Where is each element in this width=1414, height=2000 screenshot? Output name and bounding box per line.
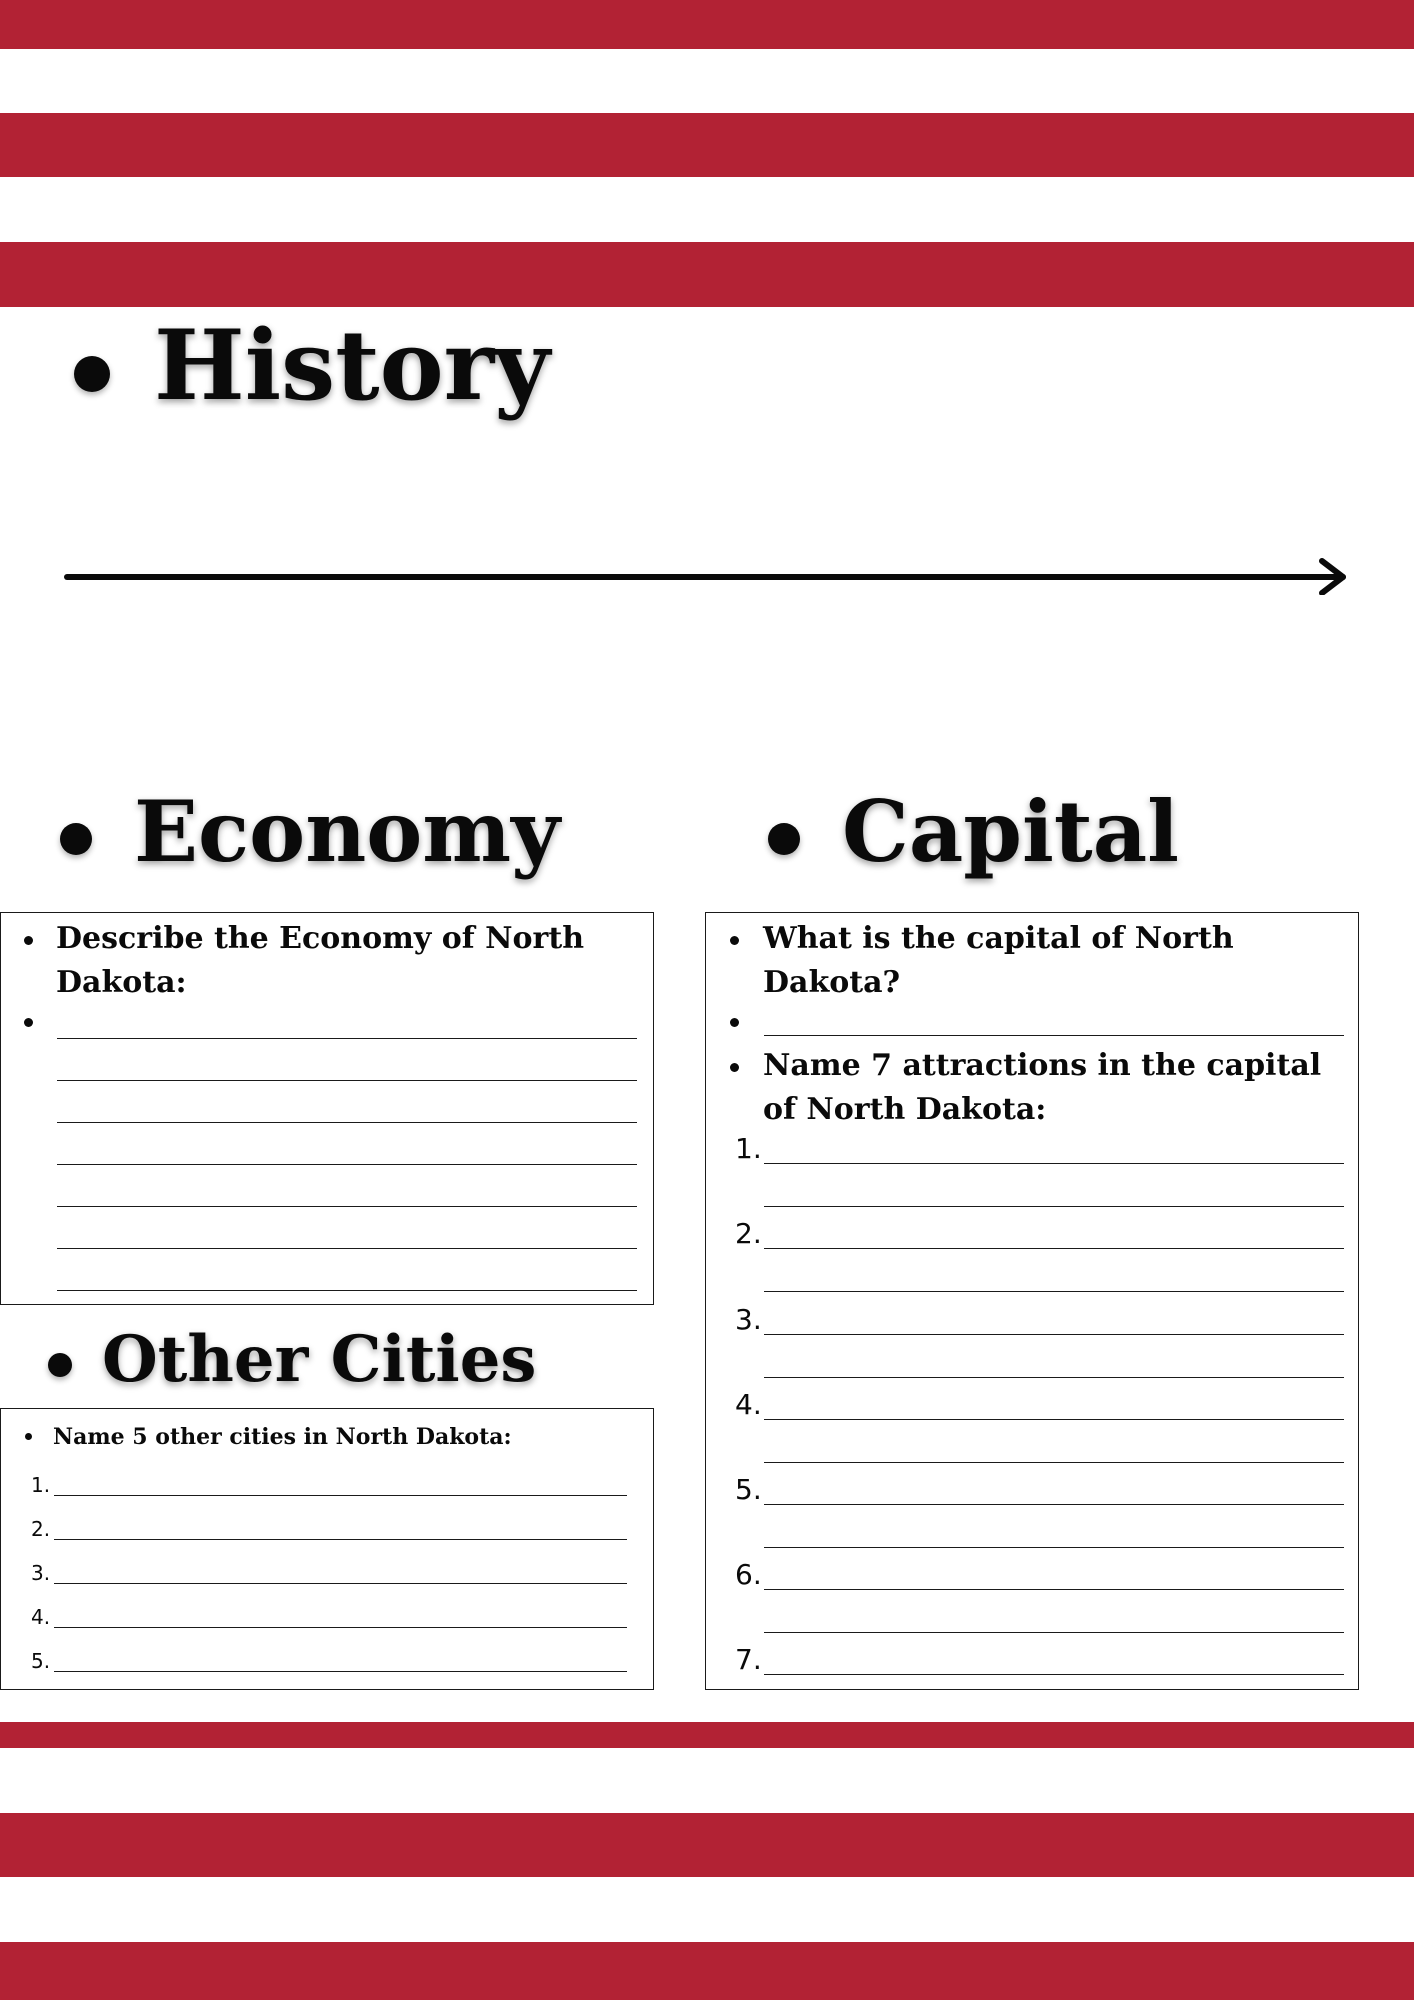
list-number: 7. <box>735 1643 762 1676</box>
answer-line <box>54 1627 627 1628</box>
bullet-icon <box>24 936 33 945</box>
capital-heading <box>768 782 1180 881</box>
bullet-icon <box>60 823 92 855</box>
answer-line <box>54 1671 627 1672</box>
list-number: 3. <box>31 1561 51 1585</box>
list-number: 1. <box>735 1132 762 1165</box>
economy-box <box>0 912 654 1305</box>
list-number: 5. <box>31 1649 51 1673</box>
top-stripe-2 <box>0 113 1414 177</box>
answer-line <box>57 1290 637 1291</box>
other-cities-question: Name 5 other cities in North Dakota: <box>53 1424 512 1450</box>
bullet-icon <box>730 1063 739 1072</box>
answer-line <box>54 1583 627 1584</box>
answer-line <box>764 1462 1344 1463</box>
answer-line <box>764 1674 1344 1675</box>
other-cities-box <box>0 1408 654 1690</box>
economy-heading-text: Economy <box>134 782 560 881</box>
bottom-stripe-3 <box>0 1942 1414 2000</box>
history-heading-text: History <box>154 309 550 422</box>
bullet-icon <box>25 1433 32 1440</box>
top-stripe-3 <box>0 242 1414 307</box>
bullet-icon <box>730 936 739 945</box>
economy-heading <box>60 782 560 881</box>
answer-line <box>764 1291 1344 1292</box>
economy-question: Describe the Economy of North Dakota: <box>56 921 585 1000</box>
bullet-icon <box>74 356 110 392</box>
bullet-icon <box>730 1018 739 1027</box>
list-number: 6. <box>735 1558 762 1591</box>
top-stripe-1 <box>0 0 1414 49</box>
answer-line <box>764 1504 1344 1505</box>
answer-line <box>764 1547 1344 1548</box>
capital-heading-text: Capital <box>842 782 1180 881</box>
bullet-icon <box>24 1018 33 1027</box>
bullet-icon <box>48 1353 72 1377</box>
other-cities-heading-text: Other Cities <box>102 1322 537 1397</box>
list-number: 1. <box>31 1473 51 1497</box>
answer-line <box>764 1377 1344 1378</box>
list-number: 2. <box>31 1517 51 1541</box>
other-cities-heading <box>48 1322 537 1397</box>
answer-line <box>54 1495 627 1496</box>
answer-line <box>764 1248 1344 1249</box>
list-number: 5. <box>735 1473 762 1506</box>
list-number: 4. <box>31 1605 51 1629</box>
answer-line <box>57 1038 637 1039</box>
bottom-stripe-1 <box>0 1722 1414 1748</box>
answer-line <box>57 1248 637 1249</box>
answer-line <box>764 1632 1344 1633</box>
history-heading <box>74 309 550 422</box>
answer-line <box>764 1035 1344 1036</box>
list-number: 4. <box>735 1388 762 1421</box>
list-number: 2. <box>735 1217 762 1250</box>
answer-line <box>764 1589 1344 1590</box>
answer-line <box>764 1334 1344 1335</box>
capital-box <box>705 912 1359 1690</box>
answer-line <box>57 1080 637 1081</box>
answer-line <box>764 1163 1344 1164</box>
answer-line <box>764 1419 1344 1420</box>
attractions-question: Name 7 attractions in the capital of North Dakota: <box>763 1048 1322 1127</box>
answer-line <box>57 1122 637 1123</box>
bullet-icon <box>768 823 800 855</box>
answer-line <box>57 1206 637 1207</box>
answer-line <box>54 1539 627 1540</box>
list-number: 3. <box>735 1303 762 1336</box>
answer-line <box>764 1206 1344 1207</box>
capital-question: What is the capital of North Dakota? <box>763 921 1234 1000</box>
bottom-stripe-2 <box>0 1813 1414 1877</box>
timeline-arrow-icon <box>60 555 1360 595</box>
answer-line <box>57 1164 637 1165</box>
